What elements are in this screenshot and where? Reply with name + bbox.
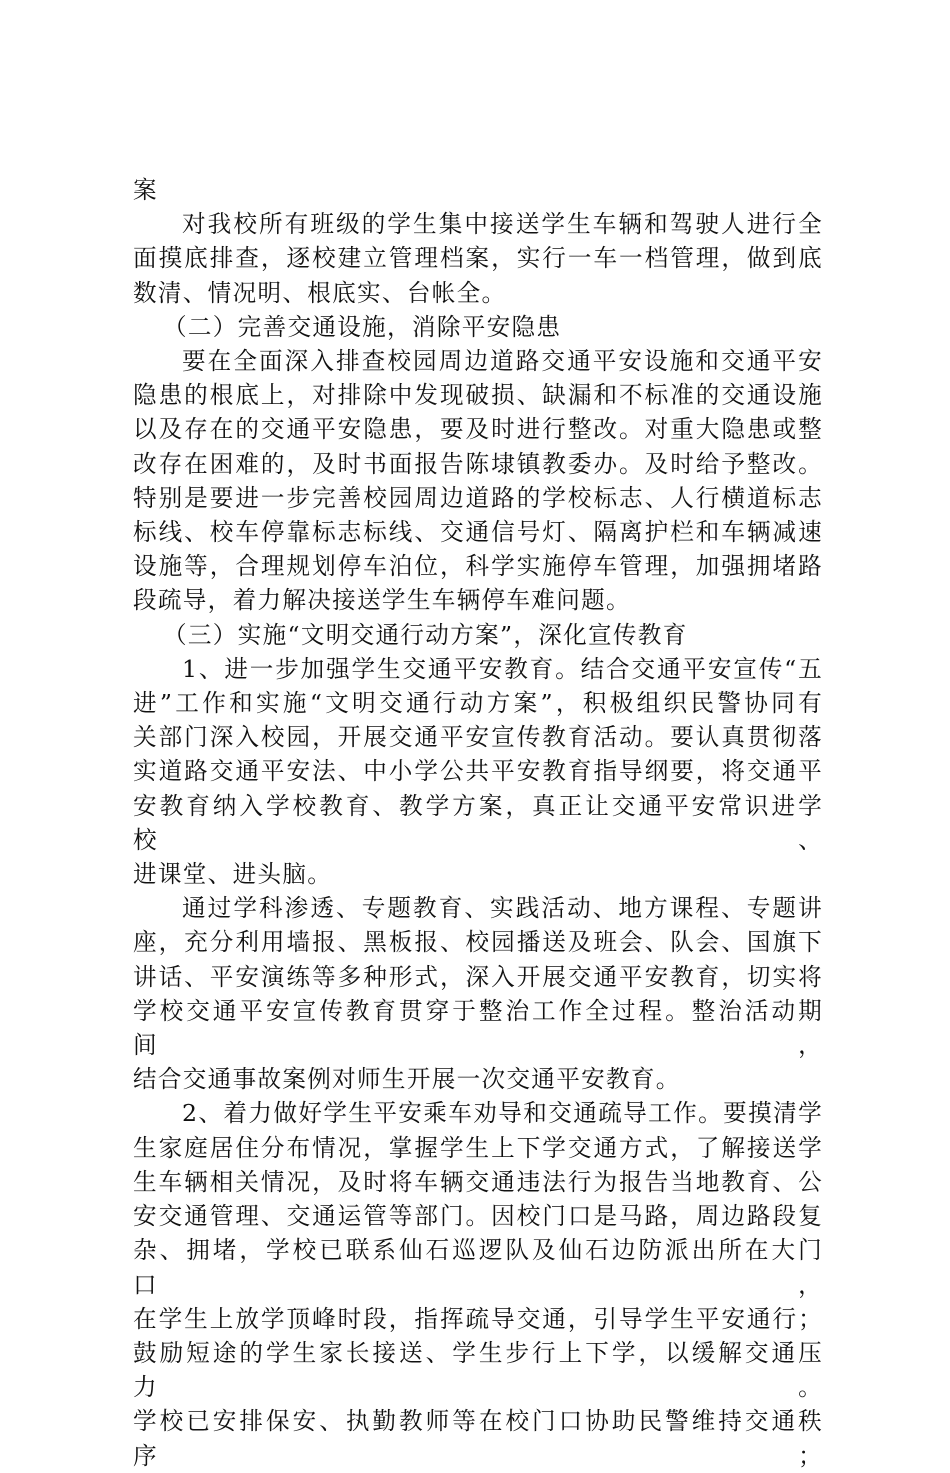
- text-line: 学校交通平安宣传教育贯穿于整治工作全过程。整治活动期间，: [133, 996, 823, 1060]
- section-heading: （二）完善交通设施，消除平安隐患: [163, 312, 562, 341]
- text-line: 进课堂、进头脑。: [133, 860, 333, 889]
- text-line: 生家庭居住分布情况，掌握学生上下学交通方式，了解接送学: [133, 1133, 823, 1162]
- text-line: 杂、拥堵，学校已联系仙石巡逻队及仙石边防派出所在大门口，: [133, 1236, 823, 1299]
- paragraph-first-line: 对我校所有班级的学生集中接送学生车辆和驾驶人进行全: [182, 210, 823, 239]
- text-line: 进”工作和实施“文明交通行动方案”，积极组织民警协同有: [133, 689, 823, 718]
- paragraph-first-line: 1、进一步加强学生交通平安教育。结合交通平安宣传“五: [182, 654, 823, 683]
- text-line: 在学生上放学顶峰时段，指挥疏导交通，引导学生平安通行；: [133, 1304, 823, 1333]
- text-line: 关部门深入校园，开展交通平安宣传教育活动。要认真贯彻落: [133, 723, 823, 752]
- text-line: 学校已安排保安、执勤教师等在校门口协助民警维持交通秩序；: [133, 1407, 823, 1470]
- text-line: 案: [133, 176, 158, 204]
- text-line: 座，充分利用墙报、黑板报、校园播送及班会、队会、国旗下: [133, 928, 823, 957]
- text-line: 生车辆相关情况，及时将车辆交通违法行为报告当地教育、公: [133, 1167, 823, 1196]
- section-heading: （三）实施“文明交通行动方案”，深化宣传教育: [163, 620, 688, 649]
- text-line: 改存在困难的，及时书面报告陈埭镇教委办。及时给予整改。: [133, 449, 823, 478]
- paragraph-first-line: 要在全面深入排查校园周边道路交通平安设施和交通平安: [182, 347, 823, 376]
- text-line: 设施等，合理规划停车泊位，科学实施停车管理，加强拥堵路: [133, 552, 823, 581]
- text-line: 以及存在的交通平安隐患，要及时进行整改。对重大隐患或整: [133, 415, 823, 444]
- text-line: 结合交通事故案例对师生开展一次交通平安教育。: [133, 1065, 681, 1094]
- paragraph-first-line: 通过学科渗透、专题教育、实践活动、地方课程、专题讲: [182, 894, 823, 923]
- text-line: 安教育纳入学校教育、教学方案，真正让交通平安常识进学校、: [133, 791, 823, 854]
- paragraph-first-line: 2、着力做好学生平安乘车劝导和交通疏导工作。要摸清学: [182, 1099, 823, 1128]
- text-line: 标线、校车停靠标志标线、交通信号灯、隔离护栏和车辆减速: [133, 518, 823, 547]
- text-line: 特别是要进一步完善校园周边道路的学校标志、人行横道标志: [133, 483, 823, 512]
- document-body: [133, 173, 823, 1473]
- text-line: 面摸底排查，逐校建立管理档案，实行一车一档管理，做到底: [133, 244, 823, 273]
- text-line: 数清、情况明、根底实、台帐全。: [133, 278, 507, 307]
- text-line: 鼓励短途的学生家长接送、学生步行上下学，以缓解交通压力。: [133, 1338, 823, 1402]
- text-line: 讲话、平安演练等多种形式，深入开展交通平安教育，切实将: [133, 962, 823, 991]
- text-line: 段疏导，着力解决接送学生车辆停车难问题。: [133, 586, 631, 615]
- text-line: 实道路交通平安法、中小学公共平安教育指导纲要，将交通平: [133, 757, 823, 786]
- text-line: 隐患的根底上，对排除中发现破损、缺漏和不标准的交通设施: [133, 381, 823, 410]
- text-line: 安交通管理、交通运管等部门。因校门口是马路，周边路段复: [133, 1202, 823, 1231]
